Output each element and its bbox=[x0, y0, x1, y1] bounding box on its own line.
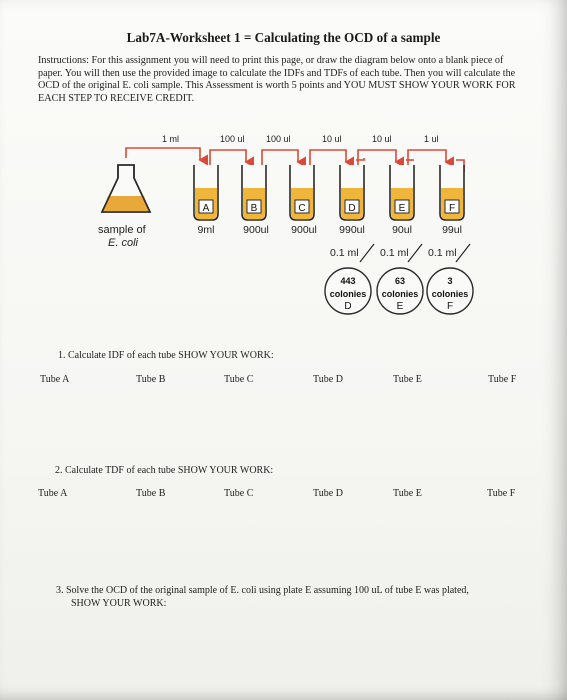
transfer-label: 100 ul bbox=[266, 134, 291, 144]
instructions: Instructions: For this assignment you will need to print this page, or draw the diagram below onto a blank piece of paper. You will then use the provided image to calculate the IDFs and TDFs of each tube. Then you will calculate the OCD of the original E. coli sample. This Assessment is worth 5 points and YOU MUST SHOW YOUR WORK FOR EACH STEP TO RECEIVE CREDIT. bbox=[38, 55, 516, 104]
q1-tube-label: Tube C bbox=[224, 374, 254, 385]
page-title: Lab7A-Worksheet 1 = Calculating the OCD of a sample bbox=[126, 30, 441, 45]
question-3-cont: SHOW YOUR WORK: bbox=[71, 598, 167, 609]
tube-c bbox=[290, 165, 314, 220]
plate-letter: D bbox=[344, 301, 352, 312]
plate-d bbox=[325, 268, 371, 314]
q2-tube-label: Tube E bbox=[393, 488, 422, 499]
sample-label: sample of bbox=[98, 224, 146, 236]
transfer-label: 1 ml bbox=[162, 134, 180, 144]
plate-f bbox=[427, 268, 473, 314]
plate-count: 443 bbox=[340, 276, 356, 286]
tube-letter: A bbox=[202, 203, 210, 214]
tube-letter: E bbox=[398, 203, 406, 214]
plate-word: colonies bbox=[431, 289, 469, 299]
q2-tube-label: Tube C bbox=[224, 488, 254, 499]
q2-tube-label: Tube D bbox=[313, 488, 343, 499]
tube-volume: 90ul bbox=[392, 224, 412, 236]
q2-tube-label: Tube F bbox=[487, 488, 516, 499]
tube-volume: 900ul bbox=[291, 224, 317, 236]
tube-d bbox=[340, 165, 364, 220]
question-1: 1. Calculate IDF of each tube SHOW YOUR WORK: bbox=[58, 350, 274, 361]
q1-tube-label: Tube D bbox=[313, 374, 343, 385]
plate-volume: 0.1 ml bbox=[428, 247, 457, 259]
flask-icon bbox=[102, 165, 150, 212]
plate-count: 63 bbox=[394, 276, 406, 286]
q1-tube-label: Tube F bbox=[488, 374, 517, 385]
q1-tube-label: Tube A bbox=[40, 374, 70, 385]
tube-f bbox=[440, 165, 464, 220]
tube-letter: C bbox=[298, 203, 306, 214]
tube-volume: 9ml bbox=[197, 224, 215, 236]
transfer-label: 1 ul bbox=[424, 134, 439, 144]
transfer-label: 100 ul bbox=[220, 134, 245, 144]
plate-word: colonies bbox=[329, 289, 367, 299]
transfer-label: 10 ul bbox=[322, 134, 342, 144]
tube-volume: 99ul bbox=[442, 224, 462, 236]
plate-volume: 0.1 ml bbox=[380, 247, 409, 259]
q2-tube-label: Tube A bbox=[38, 488, 68, 499]
q1-tube-label: Tube E bbox=[393, 374, 422, 385]
plate-letter: E bbox=[396, 301, 404, 312]
tube-b bbox=[242, 165, 266, 220]
question-3: 3. Solve the OCD of the original sample of E. coli using plate E assuming 100 uL of tube E was plated, bbox=[56, 585, 469, 596]
question-2: 2. Calculate TDF of each tube SHOW YOUR WORK: bbox=[55, 465, 274, 476]
tube-a bbox=[194, 165, 218, 220]
plate-count: 3 bbox=[447, 276, 453, 286]
tube-letter: B bbox=[250, 203, 258, 214]
tube-letter: D bbox=[348, 203, 356, 214]
tube-volume: 990ul bbox=[339, 224, 365, 236]
tube-volume: 900ul bbox=[243, 224, 269, 236]
plate-word: colonies bbox=[381, 289, 419, 299]
plate-letter: F bbox=[446, 301, 454, 312]
plate-e bbox=[377, 268, 423, 314]
q1-tube-label: Tube B bbox=[136, 374, 166, 385]
transfer-label: 10 ul bbox=[372, 134, 392, 144]
q2-tube-label: Tube B bbox=[136, 488, 166, 499]
tube-e bbox=[390, 165, 414, 220]
plate-volume: 0.1 ml bbox=[330, 247, 359, 259]
tube-letter: F bbox=[448, 203, 456, 214]
sample-label: E. coli bbox=[108, 237, 138, 249]
